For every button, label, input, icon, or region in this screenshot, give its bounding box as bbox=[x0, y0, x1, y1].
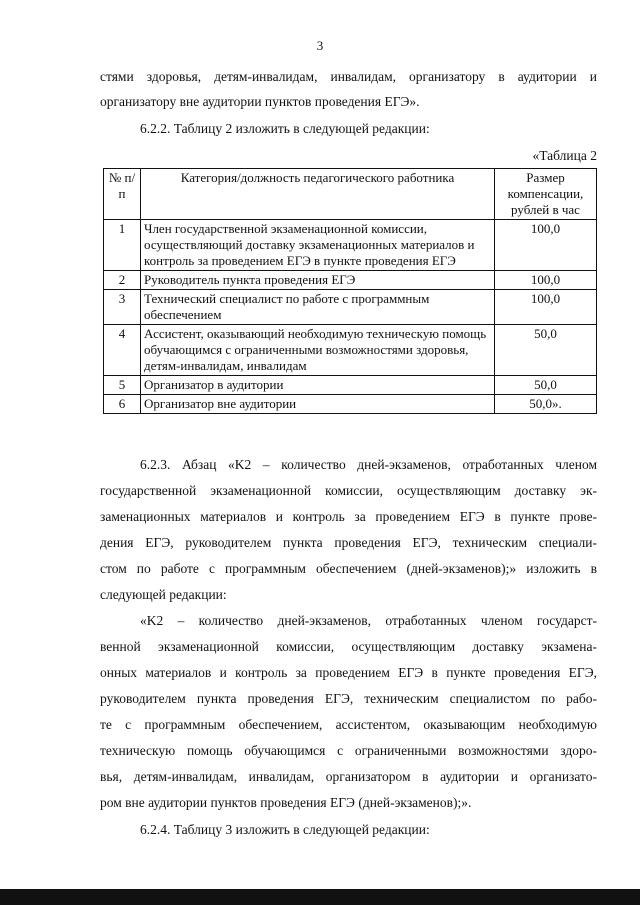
intro-line-1: стями здоровья, детям-инвалидам, инвалидам, организатору в аудитории и bbox=[100, 69, 597, 84]
quote-line: венной экзаменационной комиссии, осуществляющим доставку экзамена- bbox=[100, 639, 597, 654]
row-num: 2 bbox=[104, 271, 141, 290]
header-num: № п/п bbox=[104, 169, 141, 220]
row-category: Член государственной экзаменационной комиссии, осуществляющий доставку экзаменационных материалов и контроль за проведением ЕГЭ в пункте проведения ЕГЭ bbox=[141, 220, 495, 271]
row-category: Организатор в аудитории bbox=[141, 376, 495, 395]
row-num: 4 bbox=[104, 325, 141, 376]
section-6-2-4: 6.2.4. Таблицу 3 изложить в следующей редакции: bbox=[140, 822, 430, 837]
table-row bbox=[104, 271, 597, 290]
row-category: Руководитель пункта проведения ЕГЭ bbox=[141, 271, 495, 290]
scan-bottom-border bbox=[0, 889, 640, 905]
para-6-2-3-line: заменационных материалов и контроль за проведением ЕГЭ в пункте прове- bbox=[100, 509, 597, 524]
quote-line: онных материалов и контроль за проведением ЕГЭ в пункте проведения ЕГЭ, bbox=[100, 665, 597, 680]
row-category: Ассистент, оказывающий необходимую техническую помощь обучающимся с ограниченными возможностями здоровья, детям-инвалидам, инвалидам bbox=[141, 325, 495, 376]
section-6-2-2: 6.2.2. Таблицу 2 изложить в следующей редакции: bbox=[140, 121, 430, 136]
para-6-2-3-line: государственной экзаменационной комиссии, осуществляющим доставку эк- bbox=[100, 483, 597, 498]
row-num: 6 bbox=[104, 395, 141, 414]
row-value: 100,0 bbox=[495, 271, 597, 290]
table-row bbox=[104, 325, 597, 376]
quote-line: руководителем пункта проведения ЕГЭ, техническим специалистом по рабо- bbox=[100, 691, 597, 706]
row-value: 100,0 bbox=[495, 220, 597, 271]
page-number: 3 bbox=[316, 38, 324, 53]
row-value: 50,0». bbox=[495, 395, 597, 414]
header-value: Размер компенсации, рублей в час bbox=[495, 169, 597, 220]
compensation-table bbox=[103, 168, 597, 414]
quote-line: ром вне аудитории пунктов проведения ЕГЭ (дней-экзаменов);». bbox=[100, 795, 472, 810]
intro-line-2: организатору вне аудитории пунктов проведения ЕГЭ». bbox=[100, 94, 420, 109]
table-row bbox=[104, 290, 597, 325]
table-row bbox=[104, 220, 597, 271]
para-6-2-3-line: 6.2.3. Абзац «K2 – количество дней-экзаменов, отработанных членом bbox=[140, 457, 597, 472]
table-caption: «Таблица 2 bbox=[532, 148, 597, 163]
row-value: 50,0 bbox=[495, 325, 597, 376]
row-value: 100,0 bbox=[495, 290, 597, 325]
quote-line: техническую помощь обучающимся с ограниченными возможностями здоро- bbox=[100, 743, 597, 758]
table-row bbox=[104, 376, 597, 395]
quote-line: «K2 – количество дней-экзаменов, отработанных членом государст- bbox=[140, 613, 597, 628]
para-6-2-3-line: следующей редакции: bbox=[100, 587, 227, 602]
para-6-2-3-line: стом по работе с программным обеспечением (дней-экзаменов);» изложить в bbox=[100, 561, 597, 576]
table-header-row bbox=[104, 169, 597, 220]
row-num: 1 bbox=[104, 220, 141, 271]
row-category: Технический специалист по работе с программным обеспечением bbox=[141, 290, 495, 325]
row-num: 5 bbox=[104, 376, 141, 395]
table-row bbox=[104, 395, 597, 414]
header-category: Категория/должность педагогического работника bbox=[141, 169, 495, 220]
quote-line: те с программным обеспечением, ассистентом, оказывающим необходимую bbox=[100, 717, 597, 732]
quote-line: вья, детям-инвалидам, инвалидам, организатором в аудитории и организато- bbox=[100, 769, 597, 784]
row-num: 3 bbox=[104, 290, 141, 325]
row-category: Организатор вне аудитории bbox=[141, 395, 495, 414]
para-6-2-3-line: дения ЕГЭ, руководителем пункта проведения ЕГЭ, техническим специали- bbox=[100, 535, 597, 550]
row-value: 50,0 bbox=[495, 376, 597, 395]
